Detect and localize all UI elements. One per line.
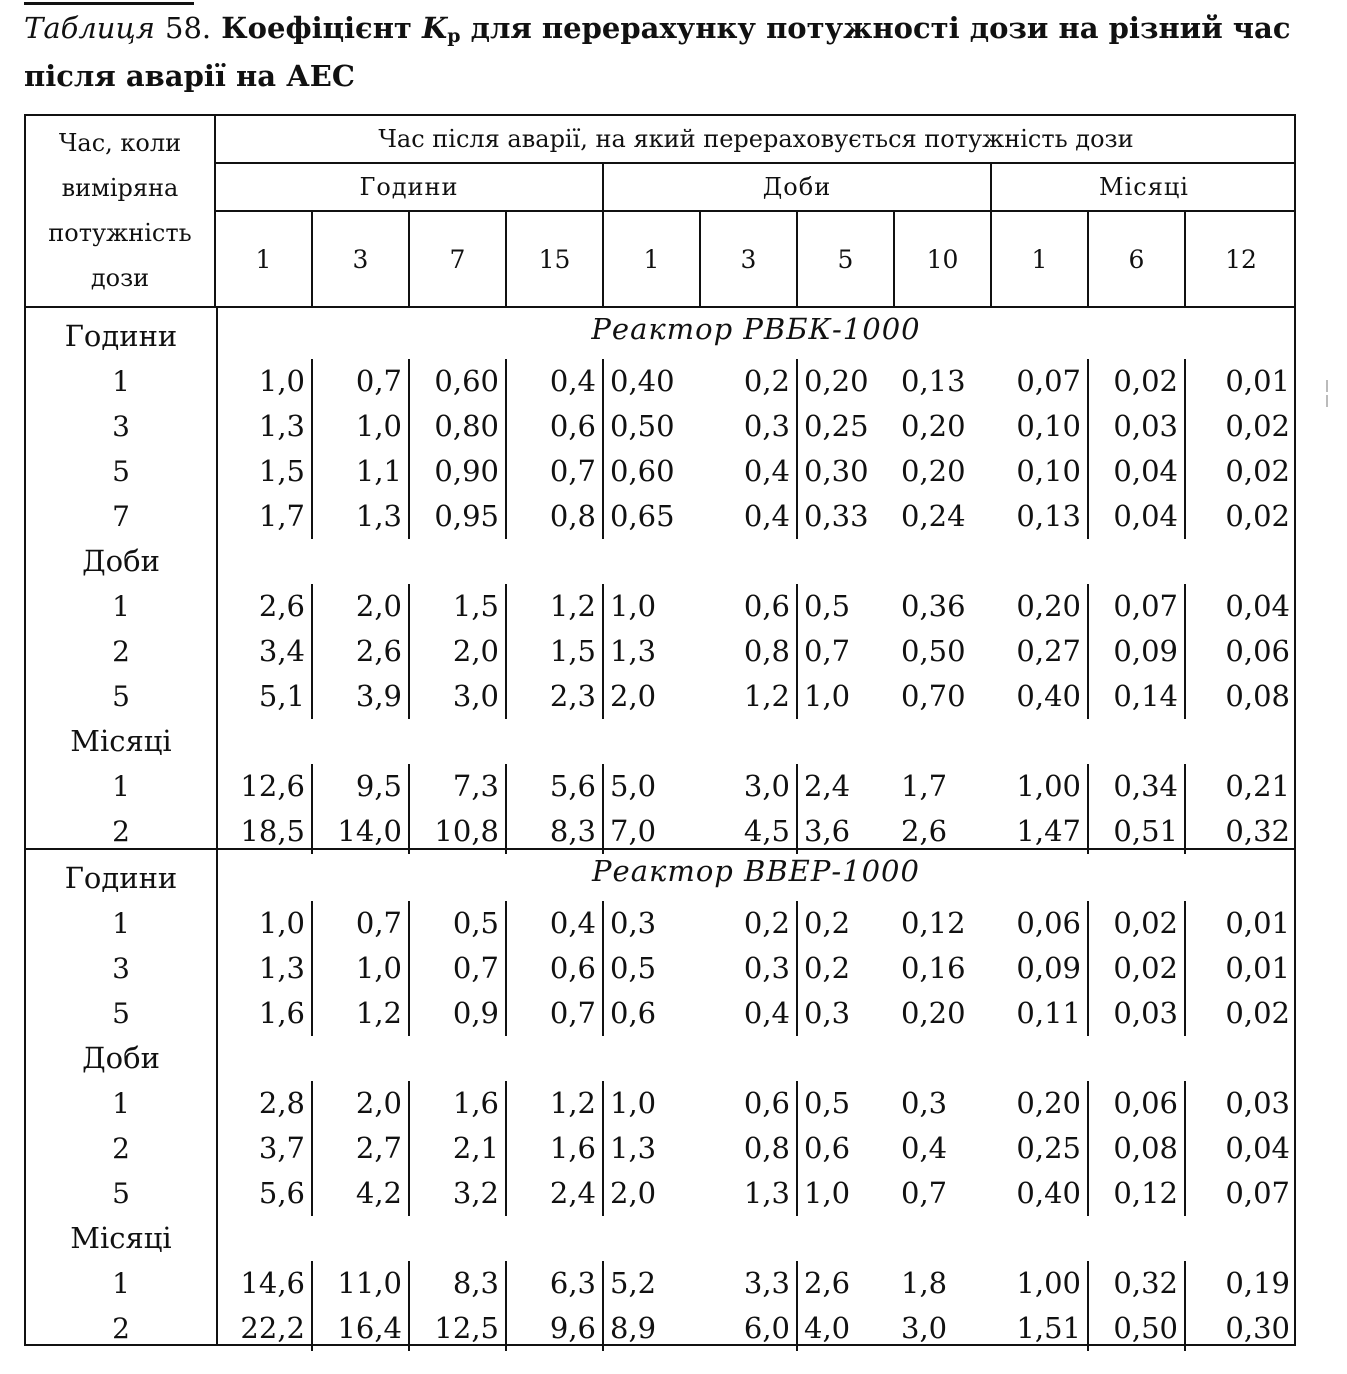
table-cell: 7,0 xyxy=(610,814,657,848)
row-label: 2 xyxy=(112,815,130,848)
table-cell: 0,09 xyxy=(1089,629,1186,674)
table-cell: 2,7 xyxy=(313,1126,410,1171)
table-cell: 0,01 xyxy=(1225,906,1290,940)
table-cell: 0,30 xyxy=(1225,1311,1290,1345)
column-header: 3 xyxy=(313,212,410,306)
table-cell: 0,07 xyxy=(1089,584,1186,629)
table-cell: 7,3 xyxy=(410,764,507,809)
table-cell: 0,02 xyxy=(1225,409,1290,443)
table-cell: 0,6 xyxy=(804,1131,851,1165)
table-cell: 0,80 xyxy=(410,404,507,449)
table-cell: 5,1 xyxy=(216,674,313,719)
row-label: 3 xyxy=(112,410,130,443)
column-header: 3 xyxy=(701,212,798,306)
table-cell: 0,2 xyxy=(804,951,851,985)
table-cell: 2,6 xyxy=(313,629,410,674)
table-cell: 0,5 xyxy=(610,951,657,985)
column-header: 15 xyxy=(507,212,604,306)
table-cell: 0,7 xyxy=(313,359,410,404)
table-cell: 1,1 xyxy=(313,449,410,494)
table-cell: 0,8 xyxy=(507,494,604,539)
row-group-label: Доби xyxy=(82,544,160,578)
table-cell: 8,3 xyxy=(507,809,604,854)
table-cell: 4,2 xyxy=(313,1171,410,1216)
table-cell: 1,5 xyxy=(507,629,604,674)
row-label: 1 xyxy=(112,1087,130,1120)
table-cell: 0,10 xyxy=(992,449,1089,494)
table-cell: 5,6 xyxy=(507,764,604,809)
table-cell: 0,2 xyxy=(701,359,798,404)
table-cell: 1,0 xyxy=(610,1086,657,1120)
table-cell: 3,4 xyxy=(216,629,313,674)
table-cell: 1,0 xyxy=(313,404,410,449)
table-row xyxy=(216,1171,1296,1216)
table-cell: 0,6 xyxy=(610,996,657,1030)
table-cell: 0,7 xyxy=(901,1176,948,1210)
table-cell: 0,50 xyxy=(610,409,675,443)
row-group-label: Доби xyxy=(82,1041,160,1075)
table-cell: 3,7 xyxy=(216,1126,313,1171)
table-cell: 0,4 xyxy=(901,1131,948,1165)
row-label: 5 xyxy=(112,997,130,1030)
table-cell: 1,7 xyxy=(216,494,313,539)
row-label: 7 xyxy=(112,500,130,533)
table-cell: 0,06 xyxy=(1089,1081,1186,1126)
table-cell: 1,5 xyxy=(216,449,313,494)
caption-k-symbol: K xyxy=(422,11,448,45)
table-cell: 2,0 xyxy=(313,1081,410,1126)
margin-mark xyxy=(1326,380,1328,392)
table-cell: 0,2 xyxy=(804,906,851,940)
table-cell: 0,04 xyxy=(1089,449,1186,494)
table-cell: 1,2 xyxy=(313,991,410,1036)
table-cell: 0,5 xyxy=(804,1086,851,1120)
table-cell: 1,3 xyxy=(701,1171,798,1216)
table-cell: 1,3 xyxy=(610,634,657,668)
table-cell: 0,4 xyxy=(701,494,798,539)
table-cell: 0,6 xyxy=(507,404,604,449)
table-cell: 12,6 xyxy=(216,764,313,809)
reactor-section-title: Реактор ВВЕР-1000 xyxy=(592,854,920,888)
table-caption xyxy=(24,8,1314,96)
table-cell: 1,2 xyxy=(507,1081,604,1126)
table-row xyxy=(216,1306,1296,1351)
table-cell: 0,06 xyxy=(992,901,1089,946)
table-cell: 2,1 xyxy=(410,1126,507,1171)
table-cell: 2,0 xyxy=(610,679,657,713)
table-cell: 0,24 xyxy=(901,499,966,533)
table-cell: 1,0 xyxy=(216,359,313,404)
row-group-label: Місяці xyxy=(70,724,172,758)
table-cell: 0,01 xyxy=(1225,364,1290,398)
table-cell: 6,0 xyxy=(701,1306,798,1351)
table-cell: 1,6 xyxy=(216,991,313,1036)
header-group-months: Місяці xyxy=(992,164,1296,212)
row-label-rule xyxy=(216,308,218,1344)
table-cell: 0,20 xyxy=(992,1081,1089,1126)
row-label: 1 xyxy=(112,907,130,940)
table-cell: 0,03 xyxy=(1089,991,1186,1036)
table-cell: 2,0 xyxy=(410,629,507,674)
caption-number: 58. xyxy=(165,11,212,45)
table-cell: 1,7 xyxy=(901,769,948,803)
table-cell: 0,7 xyxy=(507,449,604,494)
table-cell: 0,06 xyxy=(1225,634,1290,668)
header-measured-time: Час, коли виміряна потужність дози xyxy=(26,116,216,306)
table-cell: 14,0 xyxy=(313,809,410,854)
table-cell: 0,51 xyxy=(1089,809,1186,854)
table-row xyxy=(216,404,1296,449)
table-cell: 18,5 xyxy=(216,809,313,854)
table-cell: 3,2 xyxy=(410,1171,507,1216)
coefficient-table xyxy=(24,114,1296,1346)
table-cell: 0,27 xyxy=(992,629,1089,674)
table-cell: 0,7 xyxy=(410,946,507,991)
table-cell: 0,40 xyxy=(992,674,1089,719)
table-cell: 3,6 xyxy=(804,814,851,848)
table-cell: 1,0 xyxy=(313,946,410,991)
table-cell: 0,3 xyxy=(610,906,657,940)
table-row xyxy=(216,674,1296,719)
table-cell: 0,04 xyxy=(1225,1131,1290,1165)
row-label: 1 xyxy=(112,770,130,803)
caption-k-subscript: p xyxy=(447,25,461,47)
table-cell: 2,6 xyxy=(216,584,313,629)
table-cell: 0,08 xyxy=(1089,1126,1186,1171)
table-cell: 0,4 xyxy=(507,901,604,946)
header-group-days: Доби xyxy=(604,164,992,212)
top-rule xyxy=(24,2,194,5)
table-cell: 0,5 xyxy=(410,901,507,946)
table-cell: 1,2 xyxy=(701,674,798,719)
table-cell: 0,02 xyxy=(1089,901,1186,946)
column-header: 10 xyxy=(895,212,992,306)
table-cell: 0,6 xyxy=(701,584,798,629)
table-row xyxy=(216,629,1296,674)
reactor-section-title: Реактор РВБК-1000 xyxy=(591,312,921,346)
table-cell: 2,3 xyxy=(507,674,604,719)
table-cell: 11,0 xyxy=(313,1261,410,1306)
table-cell: 0,32 xyxy=(1089,1261,1186,1306)
table-cell: 0,40 xyxy=(992,1171,1089,1216)
row-label: 2 xyxy=(112,1132,130,1165)
table-cell: 8,3 xyxy=(410,1261,507,1306)
header-group-hours: Години xyxy=(216,164,604,212)
caption-title-pre: Коефіцієнт xyxy=(221,11,422,45)
table-cell: 0,01 xyxy=(1225,951,1290,985)
table-row xyxy=(216,584,1296,629)
table-cell: 0,19 xyxy=(1225,1266,1290,1300)
table-cell: 0,60 xyxy=(410,359,507,404)
table-row xyxy=(216,494,1296,539)
table-cell: 1,00 xyxy=(992,1261,1089,1306)
table-cell: 0,30 xyxy=(804,454,869,488)
table-cell: 1,0 xyxy=(216,901,313,946)
table-cell: 0,21 xyxy=(1225,769,1290,803)
table-cell: 0,50 xyxy=(1089,1306,1186,1351)
column-header: 5 xyxy=(798,212,895,306)
row-label: 1 xyxy=(112,590,130,623)
table-row xyxy=(216,991,1296,1036)
table-cell: 0,3 xyxy=(701,946,798,991)
table-cell: 0,8 xyxy=(701,1126,798,1171)
table-cell: 0,20 xyxy=(901,454,966,488)
table-cell: 3,0 xyxy=(410,674,507,719)
table-cell: 1,3 xyxy=(216,946,313,991)
table-cell: 0,5 xyxy=(804,589,851,623)
table-row xyxy=(216,1081,1296,1126)
table-cell: 0,6 xyxy=(701,1081,798,1126)
table-cell: 0,02 xyxy=(1225,499,1290,533)
table-cell: 0,04 xyxy=(1225,589,1290,623)
table-row xyxy=(216,946,1296,991)
table-cell: 0,36 xyxy=(901,589,966,623)
table-cell: 0,03 xyxy=(1225,1086,1290,1120)
table-cell: 0,12 xyxy=(901,906,966,940)
table-cell: 0,02 xyxy=(1089,946,1186,991)
table-cell: 1,2 xyxy=(507,584,604,629)
row-label: 3 xyxy=(112,952,130,985)
table-cell: 0,70 xyxy=(901,679,966,713)
table-cell: 2,4 xyxy=(507,1171,604,1216)
column-header: 6 xyxy=(1089,212,1186,306)
table-cell: 1,0 xyxy=(610,589,657,623)
table-cell: 0,25 xyxy=(992,1126,1089,1171)
table-cell: 2,6 xyxy=(901,814,948,848)
table-cell: 10,8 xyxy=(410,809,507,854)
table-cell: 0,02 xyxy=(1089,359,1186,404)
table-cell: 3,0 xyxy=(901,1311,948,1345)
margin-mark xyxy=(1326,395,1328,407)
table-cell: 9,6 xyxy=(507,1306,604,1351)
table-cell: 0,07 xyxy=(1225,1176,1290,1210)
table-cell: 0,7 xyxy=(313,901,410,946)
table-cell: 3,3 xyxy=(701,1261,798,1306)
row-group-label: Години xyxy=(64,861,178,895)
table-cell: 0,4 xyxy=(701,991,798,1036)
table-row xyxy=(216,764,1296,809)
table-cell: 0,3 xyxy=(901,1086,948,1120)
table-cell: 14,6 xyxy=(216,1261,313,1306)
column-header: 7 xyxy=(410,212,507,306)
table-cell: 2,8 xyxy=(216,1081,313,1126)
table-cell: 1,3 xyxy=(216,404,313,449)
table-cell: 2,6 xyxy=(804,1266,851,1300)
table-cell: 3,9 xyxy=(313,674,410,719)
table-cell: 0,03 xyxy=(1089,404,1186,449)
table-cell: 0,02 xyxy=(1225,996,1290,1030)
table-cell: 0,3 xyxy=(804,996,851,1030)
table-cell: 0,60 xyxy=(610,454,675,488)
table-row xyxy=(216,359,1296,404)
row-label: 2 xyxy=(112,1312,130,1345)
table-cell: 5,6 xyxy=(216,1171,313,1216)
table-cell: 1,51 xyxy=(992,1306,1089,1351)
table-cell: 0,20 xyxy=(992,584,1089,629)
table-cell: 1,0 xyxy=(804,679,851,713)
table-cell: 0,32 xyxy=(1225,814,1290,848)
table-cell: 1,00 xyxy=(992,764,1089,809)
table-cell: 0,34 xyxy=(1089,764,1186,809)
table-cell: 16,4 xyxy=(313,1306,410,1351)
table-cell: 0,20 xyxy=(901,996,966,1030)
table-cell: 0,95 xyxy=(410,494,507,539)
table-cell: 0,40 xyxy=(610,364,675,398)
table-cell: 0,9 xyxy=(410,991,507,1036)
table-cell: 0,04 xyxy=(1089,494,1186,539)
column-header: 12 xyxy=(1225,244,1257,274)
table-cell: 0,4 xyxy=(701,449,798,494)
row-label: 5 xyxy=(112,680,130,713)
row-label: 2 xyxy=(112,635,130,668)
table-cell: 3,0 xyxy=(701,764,798,809)
table-cell: 2,0 xyxy=(610,1176,657,1210)
table-cell: 0,08 xyxy=(1225,679,1290,713)
table-cell: 0,13 xyxy=(992,494,1089,539)
table-cell: 2,4 xyxy=(804,769,851,803)
table-cell: 12,5 xyxy=(410,1306,507,1351)
table-cell: 0,09 xyxy=(992,946,1089,991)
table-cell: 0,33 xyxy=(804,499,869,533)
table-cell: 0,7 xyxy=(804,634,851,668)
table-cell: 8,9 xyxy=(610,1311,657,1345)
table-cell: 1,3 xyxy=(610,1131,657,1165)
table-cell: 0,16 xyxy=(901,951,966,985)
table-cell: 1,47 xyxy=(992,809,1089,854)
table-cell: 1,6 xyxy=(410,1081,507,1126)
table-cell: 1,0 xyxy=(804,1176,851,1210)
table-cell: 1,3 xyxy=(313,494,410,539)
table-cell: 9,5 xyxy=(313,764,410,809)
table-row xyxy=(216,449,1296,494)
table-cell: 0,4 xyxy=(507,359,604,404)
table-cell: 0,3 xyxy=(701,404,798,449)
column-header: 1 xyxy=(992,212,1089,306)
table-cell: 1,5 xyxy=(410,584,507,629)
table-cell: 0,20 xyxy=(804,364,869,398)
table-cell: 0,2 xyxy=(701,901,798,946)
row-group-label: Місяці xyxy=(70,1221,172,1255)
table-cell: 22,2 xyxy=(216,1306,313,1351)
table-row xyxy=(216,901,1296,946)
table-cell: 2,0 xyxy=(313,584,410,629)
caption-title-post: для перерахунку потужності дози на різний час після аварії на АЕС xyxy=(24,11,1291,93)
table-cell: 0,13 xyxy=(901,364,966,398)
row-label: 5 xyxy=(112,1177,130,1210)
header-recalc-time: Час після аварії, на який перераховується потужність дози xyxy=(216,116,1296,164)
table-row xyxy=(216,1126,1296,1171)
table-cell: 0,6 xyxy=(507,946,604,991)
table-cell: 5,2 xyxy=(610,1266,657,1300)
table-cell: 6,3 xyxy=(507,1261,604,1306)
table-cell: 0,02 xyxy=(1225,454,1290,488)
table-cell: 0,14 xyxy=(1089,674,1186,719)
table-cell: 4,5 xyxy=(701,809,798,854)
table-row xyxy=(216,1261,1296,1306)
row-label: 5 xyxy=(112,455,130,488)
table-cell: 1,6 xyxy=(507,1126,604,1171)
table-cell: 0,12 xyxy=(1089,1171,1186,1216)
row-group-label: Години xyxy=(64,319,178,353)
row-label: 1 xyxy=(112,365,130,398)
table-cell: 0,50 xyxy=(901,634,966,668)
table-cell: 0,11 xyxy=(992,991,1089,1036)
column-header: 1 xyxy=(604,212,701,306)
table-cell: 0,07 xyxy=(992,359,1089,404)
caption-label: Таблиця xyxy=(24,11,155,45)
row-label: 1 xyxy=(112,1267,130,1300)
column-headers xyxy=(216,212,1296,306)
table-cell: 5,0 xyxy=(610,769,657,803)
table-cell: 1,8 xyxy=(901,1266,948,1300)
table-cell: 0,10 xyxy=(992,404,1089,449)
table-cell: 0,8 xyxy=(701,629,798,674)
table-cell: 0,65 xyxy=(610,499,675,533)
table-cell: 0,20 xyxy=(901,409,966,443)
table-cell: 4,0 xyxy=(804,1311,851,1345)
column-header: 1 xyxy=(216,212,313,306)
table-cell: 0,7 xyxy=(507,991,604,1036)
table-cell: 0,90 xyxy=(410,449,507,494)
table-cell: 0,25 xyxy=(804,409,869,443)
